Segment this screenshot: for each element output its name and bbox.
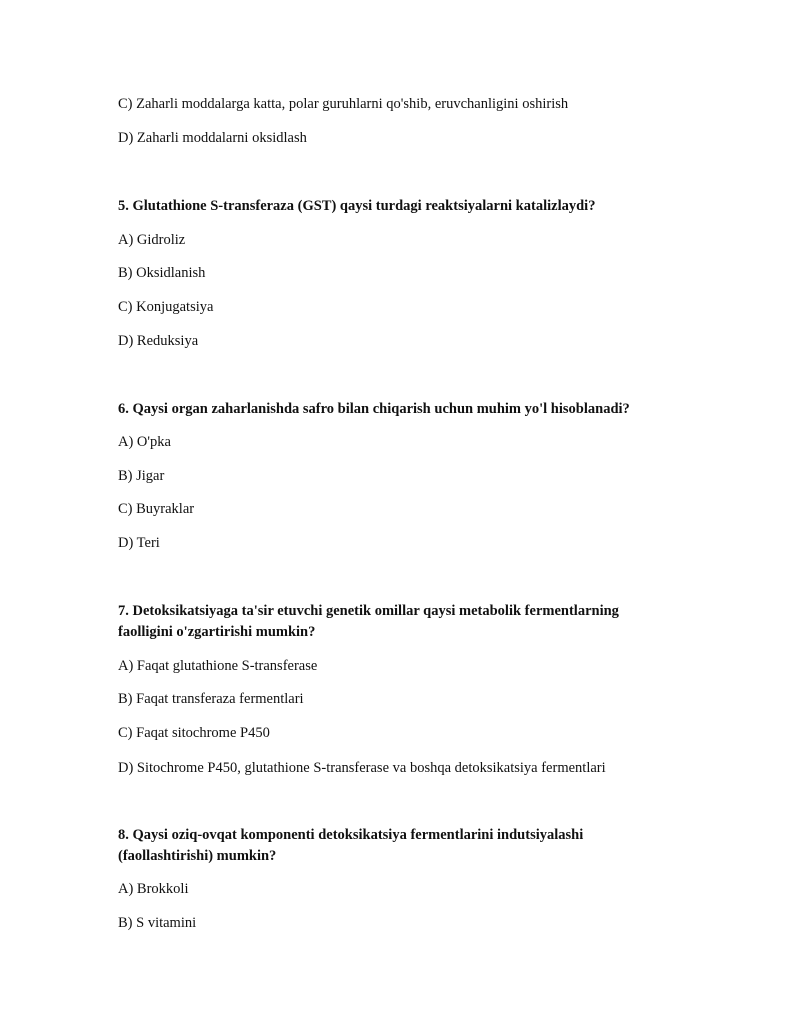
option-text: A) Faqat glutathione S-transferase <box>118 658 318 674</box>
option-text: C) Faqat sitochrome P450 <box>118 725 270 741</box>
question-5-text: 5. Glutathione S-transferaza (GST) qaysi turdagi reaktsiyalarni katalizlaydi? <box>118 198 596 214</box>
option-text: A) Brokkoli <box>118 881 189 897</box>
option-text: D) Reduksiya <box>118 333 199 349</box>
question-7-text-cont: faolligini o'zgartirishi mumkin? <box>118 624 316 640</box>
option-text: D) Sitochrome P450, glutathione S-transferase va boshqa detoksikatsiya fermentlari <box>118 760 606 776</box>
option-text: B) Faqat transferaza fermentlari <box>118 691 304 707</box>
option-text: B) S vitamini <box>118 915 197 931</box>
option-text: C) Konjugatsiya <box>118 299 214 315</box>
option-text: A) Gidroliz <box>118 232 186 248</box>
question-7-text: 7. Detoksikatsiyaga ta'sir etuvchi genetik omillar qaysi metabolik fermentlarning <box>118 603 619 619</box>
option-text: B) Jigar <box>118 468 165 484</box>
option-text: D) Zaharli moddalarni oksidlash <box>118 130 307 146</box>
question-8-text: 8. Qaysi oziq-ovqat komponenti detoksikatsiya fermentlarini indutsiyalashi <box>118 827 584 843</box>
option-text: A) O'pka <box>118 434 171 450</box>
question-8-text-cont: (faollashtirishi) mumkin? <box>118 848 277 864</box>
question-6-text: 6. Qaysi organ zaharlanishda safro bilan chiqarish uchun muhim yo'l hisoblanadi? <box>118 401 630 417</box>
option-text: B) Oksidlanish <box>118 265 206 281</box>
option-text: D) Teri <box>118 535 160 551</box>
option-text: C) Buyraklar <box>118 501 195 517</box>
option-text: C) Zaharli moddalarga katta, polar guruhlarni qo'shib, eruvchanligini oshirish <box>118 96 569 112</box>
